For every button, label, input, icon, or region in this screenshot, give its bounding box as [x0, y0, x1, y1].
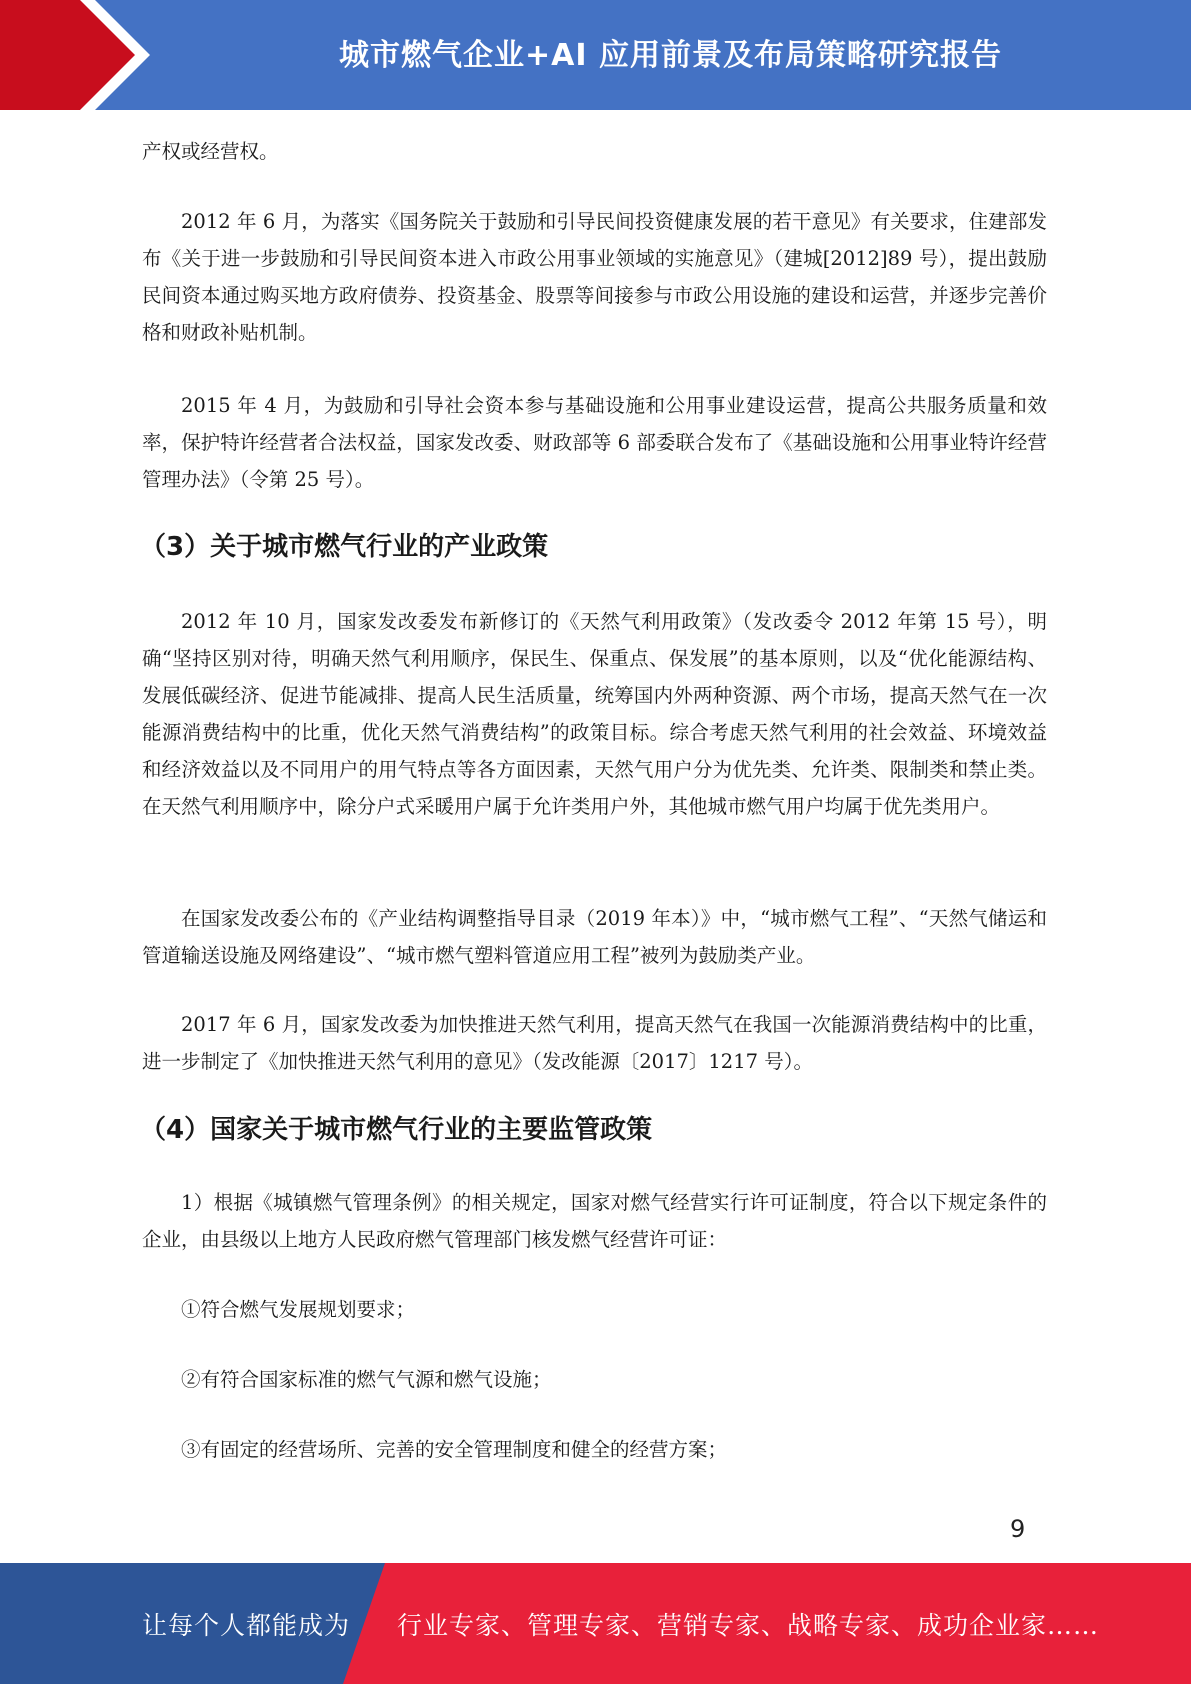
page-footer [0, 1563, 1191, 1684]
header-arrow-graphic [0, 0, 160, 110]
list-item-condition-2: ②有符合国家标准的燃气气源和燃气设施； [181, 1368, 552, 1391]
list-item-condition-1: ①符合燃气发展规划要求； [181, 1298, 416, 1321]
page-number: 9 [1010, 1515, 1026, 1543]
paragraph-industry-catalogue: 在国家发改委公布的《产业结构调整指导目录（2019 年本）》中，“城市燃气工程”、“天然气储运和管道输送设施及网络建设”、“城市燃气塑料管道应用工程”被列为鼓励类产业。 [142, 907, 1047, 967]
paragraph-2017-june: 2017 年 6 月，国家发改委为加快推进天然气利用，提高天然气在我国一次能源消费结构中的比重，进一步制定了《加快推进天然气利用的意见》（发改能源〔2017〕1217 号）。 [142, 1013, 1047, 1073]
paragraph-2012-june: 2012 年 6 月，为落实《国务院关于鼓励和引导民间投资健康发展的若干意见》有关要求，住建部发布《关于进一步鼓励和引导民间资本进入市政公用事业领域的实施意见》（建城[2012]89 号），提出鼓励民间资本通过购买地方政府债券、投资基金、股票等间接参与市政公用设施的建设和运营，并逐步完善价格和财政补贴机制。 [142, 210, 1047, 344]
paragraph-license-regulation: 1）根据《城镇燃气管理条例》的相关规定，国家对燃气经营实行许可证制度，符合以下规定条件的企业，由县级以上地方人民政府燃气管理部门核发燃气经营许可证： [142, 1191, 1047, 1251]
section-heading-regulatory-policy: （4）国家关于城市燃气行业的主要监管政策 [140, 1115, 653, 1145]
list-item-condition-3: ③有固定的经营场所、完善的安全管理制度和健全的经营方案； [181, 1438, 728, 1461]
page-header [0, 0, 1191, 110]
section-heading-industry-policy: （3）关于城市燃气行业的产业政策 [140, 532, 549, 562]
paragraph-2015-april: 2015 年 4 月，为鼓励和引导社会资本参与基础设施和公用事业建设运营，提高公共服务质量和效率，保护特许经营者合法权益，国家发改委、财政部等 6 部委联合发布了《基础设施和公用事业特许经营管理办法》（令第 25 号）。 [142, 394, 1047, 491]
paragraph-continuation: 产权或经营权。 [142, 140, 279, 163]
footer-slogan-right: 行业专家、管理专家、营销专家、战略专家、成功企业家…… [397, 1610, 1100, 1640]
report-title: 城市燃气企业+AI 应用前景及布局策略研究报告 [339, 38, 1002, 73]
footer-slogan-left: 让每个人都能成为 [142, 1610, 351, 1640]
paragraph-2012-october: 2012 年 10 月，国家发改委发布新修订的《天然气利用政策》（发改委令 2012 年第 15 号），明确“坚持区别对待，明确天然气利用顺序，保民生、保重点、保发展”的基本原则，以及“优化能源结构、发展低碳经济、促进节能减排、提高人民生活质量，统筹国内外两种资源、两个市场，提高天然气在一次能源消费结构中的比重，优化天然气消费结构”的政策目标。综合考虑天然气利用的社会效益、环境效益和经济效益以及不同用户的用气特点等各方面因素，天然气用户分为优先类、允许类、限制类和禁止类。在天然气利用顺序中，除分户式采暖用户属于允许类用户外，其他城市燃气用户均属于优先类用户。 [142, 610, 1047, 818]
